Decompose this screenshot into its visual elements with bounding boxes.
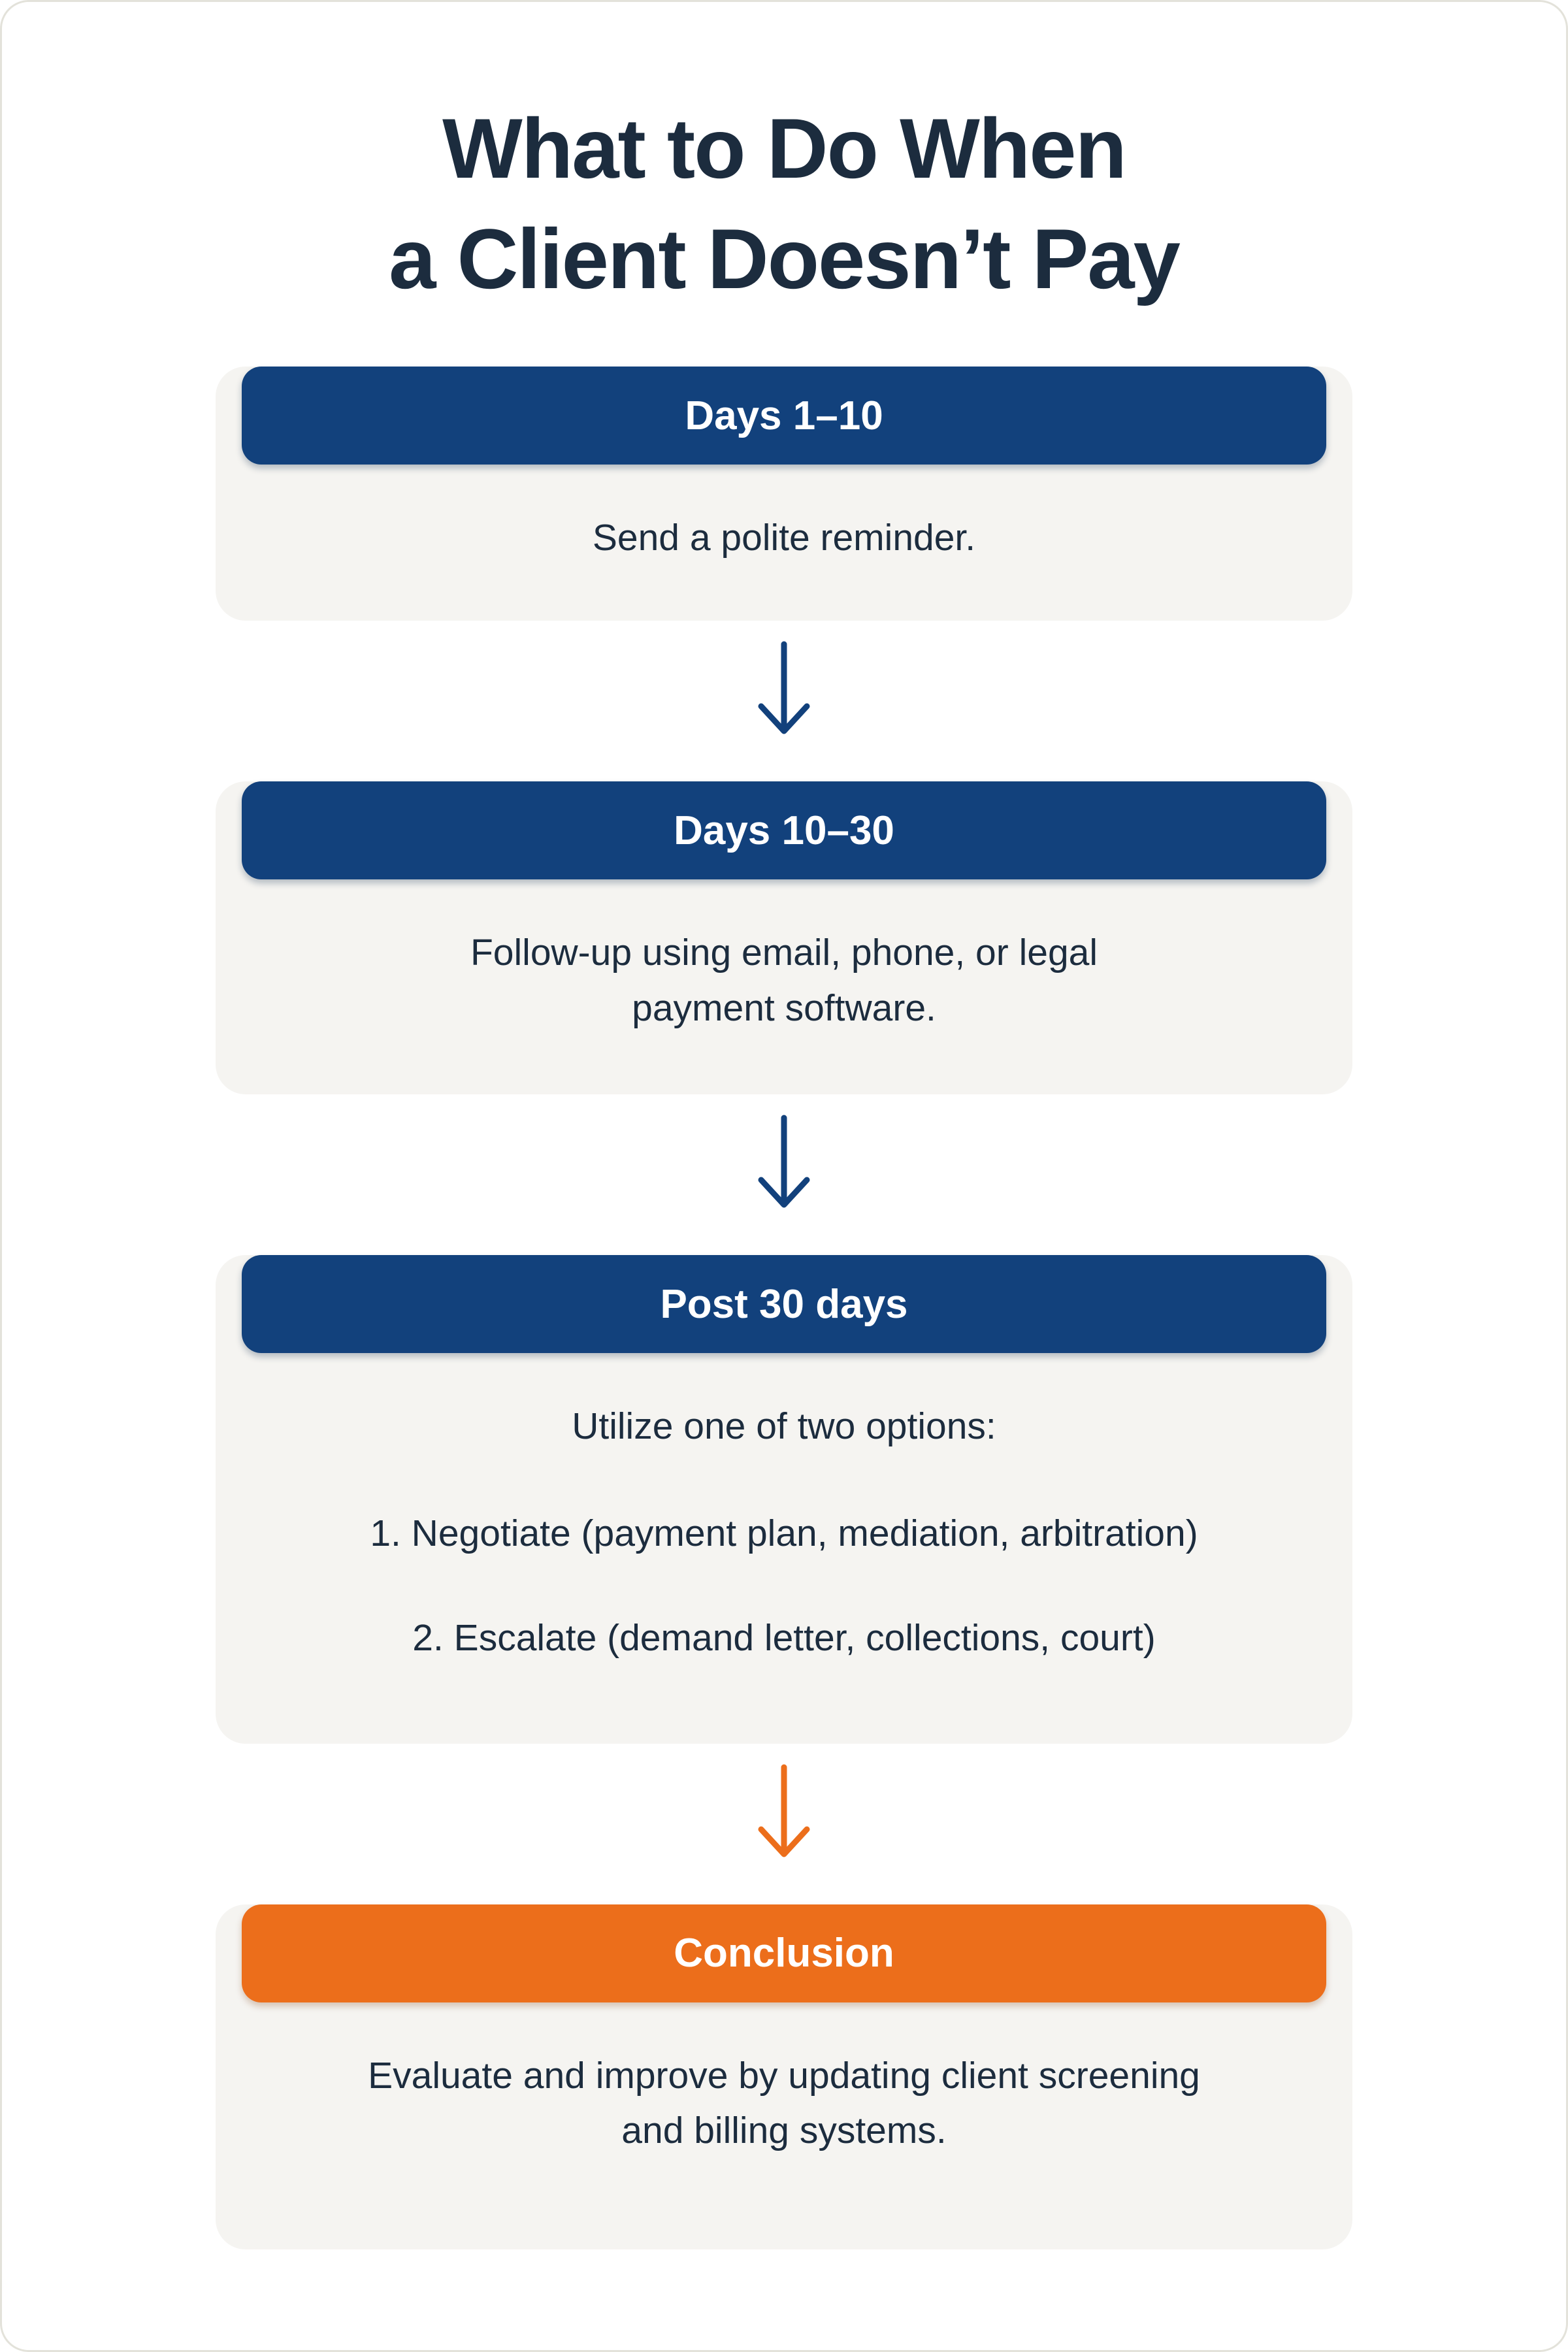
- down-arrow-stroke: [761, 1767, 807, 1854]
- step-list-item-escalate: 2. Escalate (demand letter, collections, court): [412, 1616, 1156, 1659]
- step-card-days-10-30: [216, 781, 1352, 1094]
- step-card-days-1-10: [216, 367, 1352, 621]
- down-arrow-icon: [732, 1763, 836, 1861]
- flow-arrow-wrap-3: [2, 1744, 1566, 1881]
- step-header-label: Post 30 days: [660, 1281, 908, 1327]
- step-header-days-10-30: [242, 781, 1326, 879]
- step-header-days-1-10: [242, 367, 1326, 465]
- flow-arrow-wrap-2: [2, 1094, 1566, 1232]
- down-arrow-stroke: [761, 1118, 807, 1205]
- page-title-line-1: What to Do When: [442, 101, 1126, 196]
- step-body-days-1-10: Send a polite reminder.: [592, 517, 976, 559]
- step-card-post-30-days: [216, 1255, 1352, 1744]
- flow-arrow-wrap-1: [2, 621, 1566, 758]
- step-list-item-negotiate: 1. Negotiate (payment plan, mediation, arbitration): [370, 1512, 1198, 1555]
- page-title: [2, 2, 1566, 314]
- step-card-conclusion: [216, 1904, 1352, 2250]
- step-header-label: Conclusion: [674, 1931, 894, 1976]
- down-arrow-stroke: [761, 644, 807, 731]
- down-arrow-icon: [732, 1114, 836, 1212]
- step-header-conclusion: [242, 1904, 1326, 2002]
- step-body-days-10-30: Follow-up using email, phone, or legal payment software.: [470, 932, 1098, 1029]
- step-header-label: Days 1–10: [685, 393, 883, 438]
- step-body-conclusion: Evaluate and improve by updating client screening and billing systems.: [368, 2054, 1200, 2151]
- page-title-line-2: a Client Doesn’t Pay: [389, 211, 1179, 306]
- step-header-label: Days 10–30: [674, 808, 894, 853]
- step-header-post-30-days: [242, 1255, 1326, 1353]
- down-arrow-icon: [732, 640, 836, 738]
- step-body-post-30-days: Utilize one of two options:: [572, 1405, 996, 1448]
